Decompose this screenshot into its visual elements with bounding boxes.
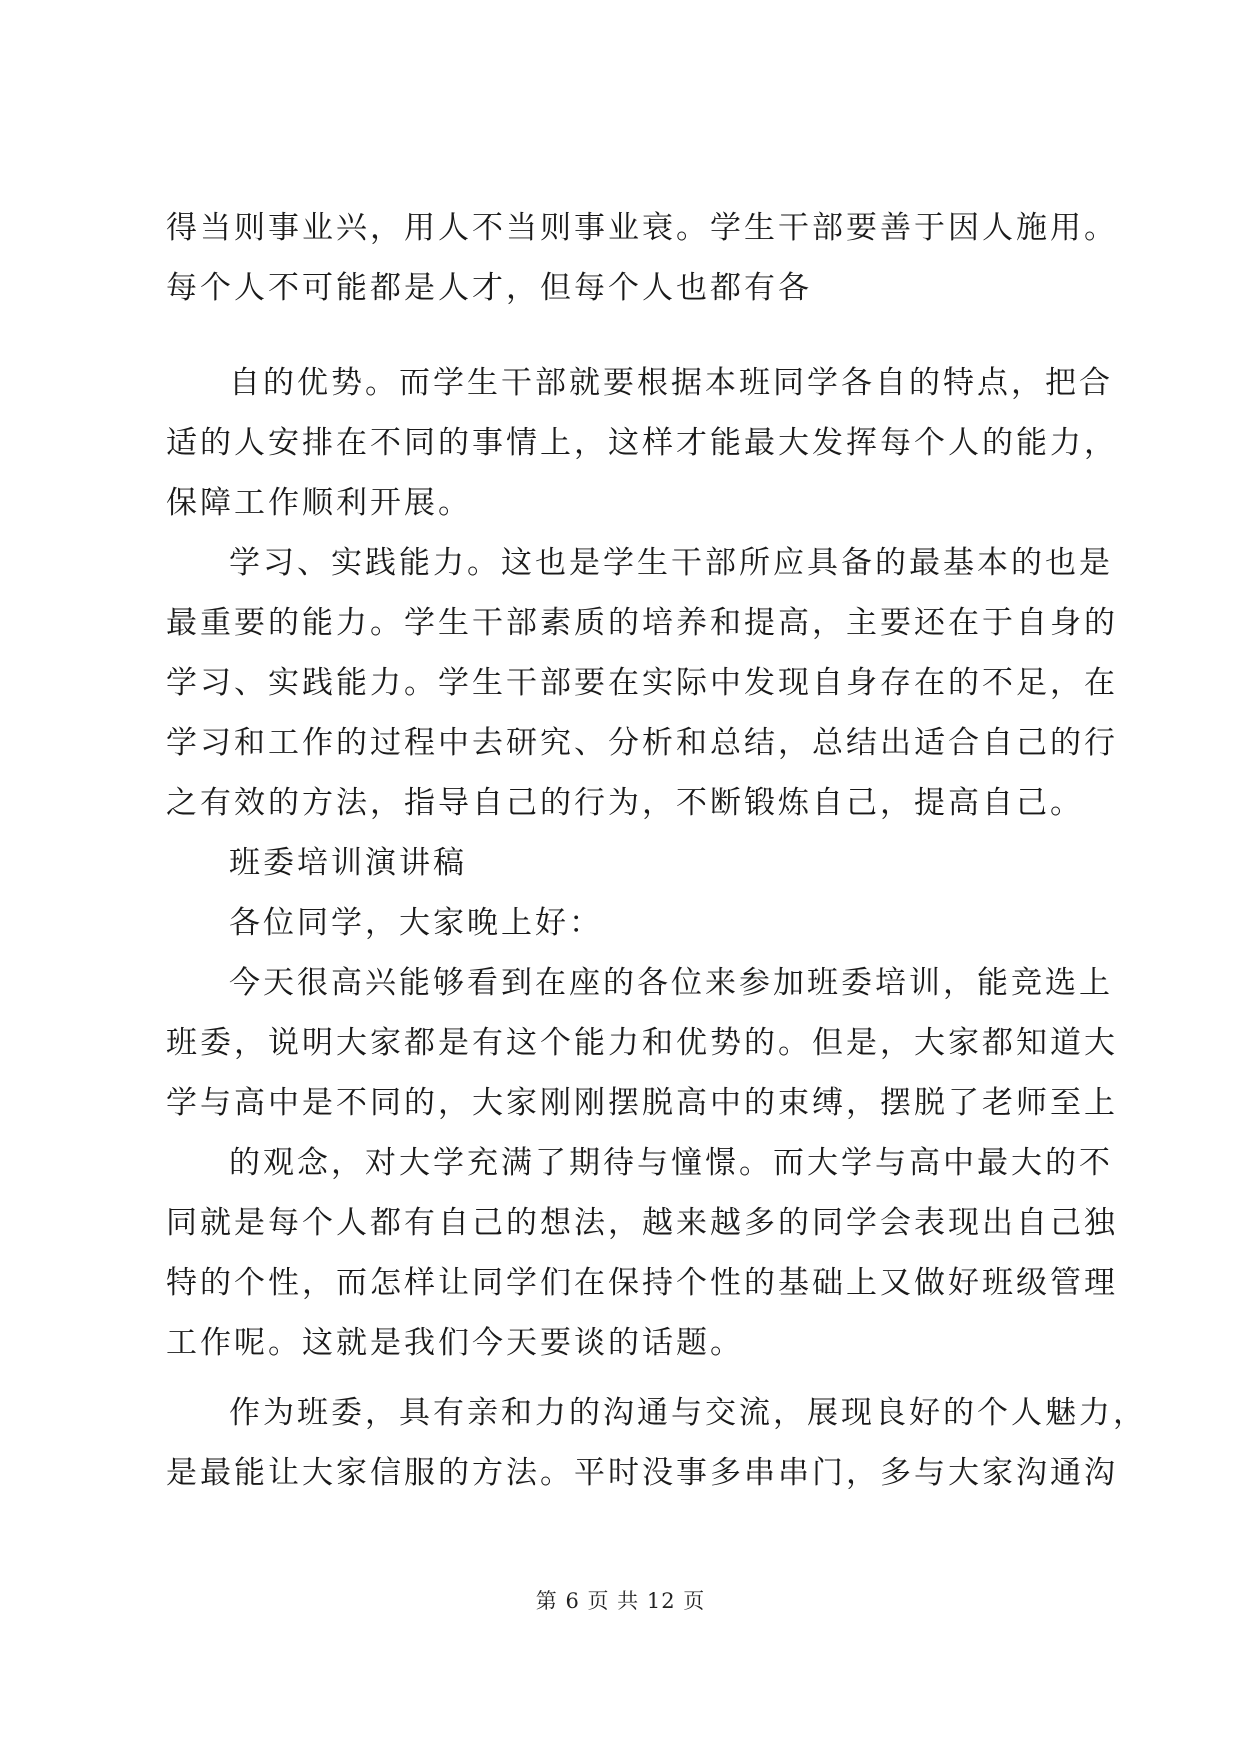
body-line: 作为班委，具有亲和力的沟通与交流，展现良好的个人魅力，: [229, 1395, 1147, 1431]
greeting-line: 各位同学，大家晚上好：: [229, 905, 603, 941]
body-line: 学习、实践能力。学生干部要在实际中发现自身存在的不足，在: [166, 665, 1118, 701]
body-line: 自的优势。而学生干部就要根据本班同学各自的特点，把合: [229, 365, 1113, 401]
body-line: 班委，说明大家都是有这个能力和优势的。但是，大家都知道大: [166, 1025, 1118, 1061]
section-title: 班委培训演讲稿: [229, 845, 467, 881]
body-line: 工作呢。这就是我们今天要谈的话题。: [166, 1325, 744, 1361]
body-line: 特的个性，而怎样让同学们在保持个性的基础上又做好班级管理: [166, 1265, 1118, 1301]
body-line: 学习和工作的过程中去研究、分析和总结，总结出适合自己的行: [166, 725, 1118, 761]
body-line: 学习、实践能力。这也是学生干部所应具备的最基本的也是: [229, 545, 1113, 581]
body-line: 每个人不可能都是人才，但每个人也都有各: [166, 270, 812, 306]
body-line: 适的人安排在不同的事情上，这样才能最大发挥每个人的能力，: [166, 425, 1118, 461]
body-line: 最重要的能力。学生干部素质的培养和提高，主要还在于自身的: [166, 605, 1118, 641]
body-line: 学与高中是不同的，大家刚刚摆脱高中的束缚，摆脱了老师至上: [166, 1085, 1118, 1121]
body-line: 是最能让大家信服的方法。平时没事多串串门，多与大家沟通沟: [166, 1455, 1118, 1491]
body-line: 之有效的方法，指导自己的行为，不断锻炼自己，提高自己。: [166, 785, 1084, 821]
body-line: 今天很高兴能够看到在座的各位来参加班委培训，能竞选上: [229, 965, 1113, 1001]
body-line: 得当则事业兴，用人不当则事业衰。学生干部要善于因人施用。: [166, 210, 1118, 246]
body-line: 保障工作顺利开展。: [166, 485, 472, 521]
body-line: 同就是每个人都有自己的想法，越来越多的同学会表现出自己独: [166, 1205, 1118, 1241]
page-footer: 第 6 页 共 12 页: [535, 1589, 706, 1613]
body-line: 的观念，对大学充满了期待与憧憬。而大学与高中最大的不: [229, 1145, 1113, 1181]
